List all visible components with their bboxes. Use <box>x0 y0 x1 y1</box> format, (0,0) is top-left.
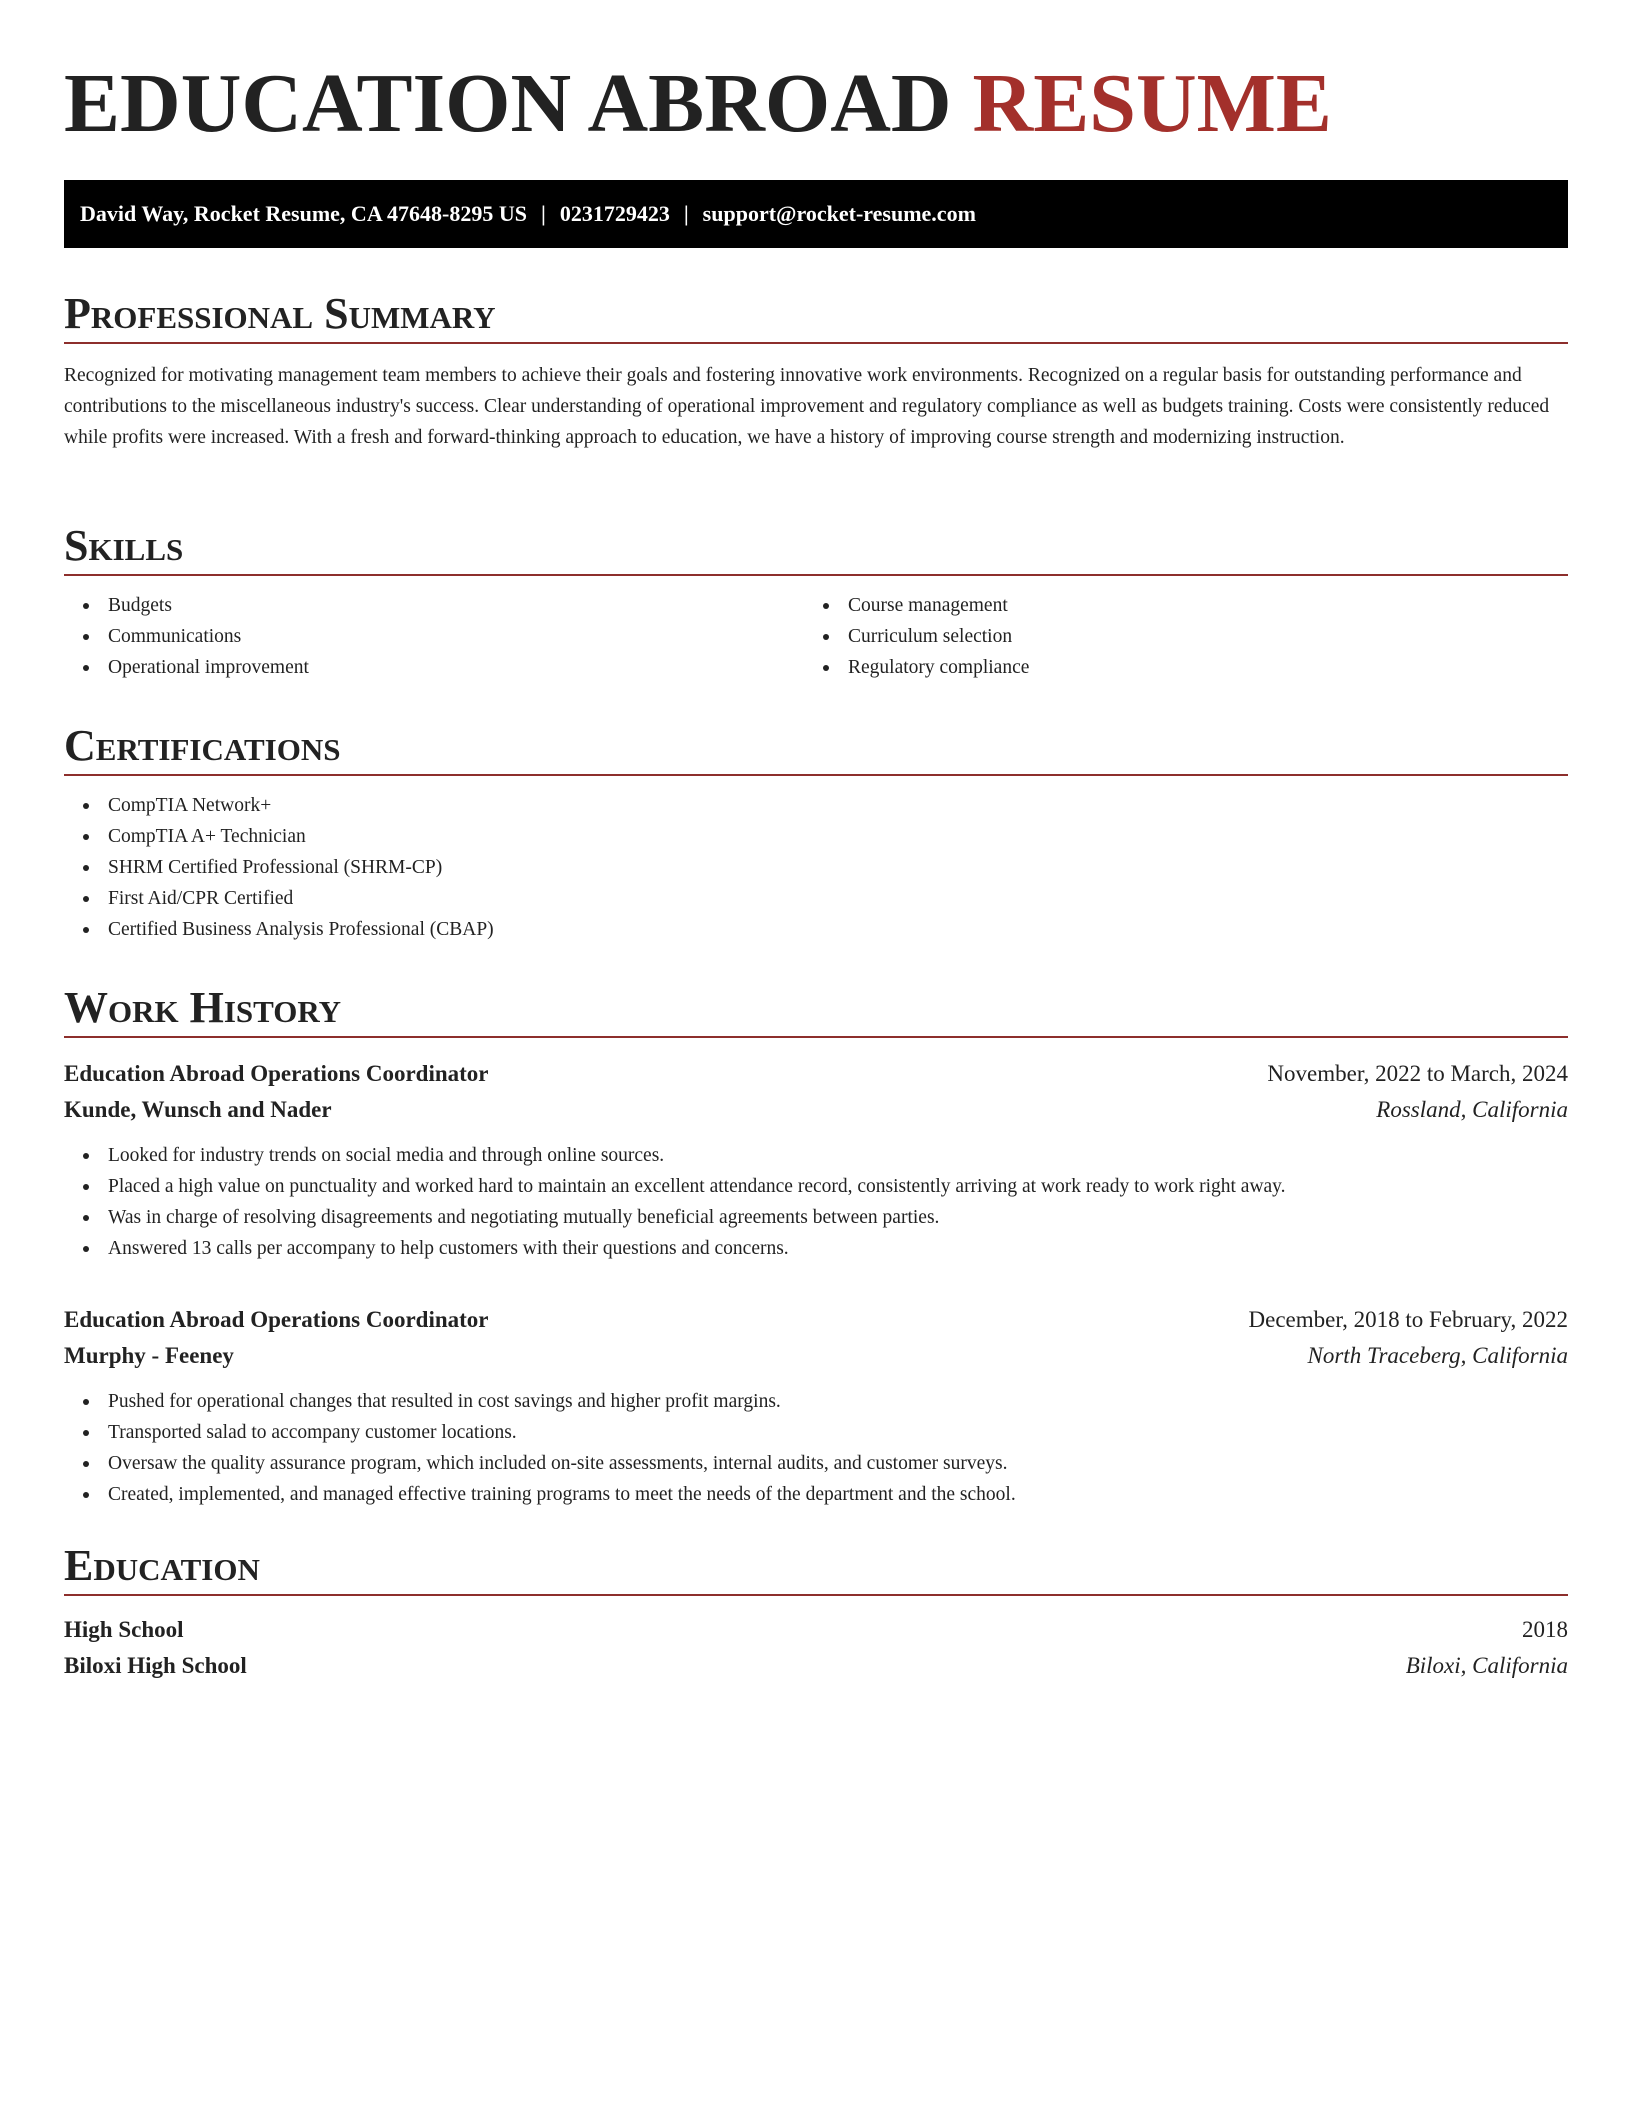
section-divider <box>64 1036 1568 1038</box>
summary-section <box>64 286 1568 453</box>
certifications-list <box>64 790 1568 945</box>
skill-item: Communications <box>64 621 804 652</box>
job-location: Rossland, California <box>1376 1097 1568 1122</box>
section-divider <box>64 574 1568 576</box>
title-accent: RESUME <box>972 57 1332 150</box>
job-duty-item: Answered 13 calls per accompany to help customers with their questions and concerns. <box>64 1233 1568 1264</box>
certification-item: CompTIA A+ Technician <box>64 821 1568 852</box>
education-degree: High School <box>64 1617 184 1642</box>
skills-grid <box>64 590 1568 683</box>
section-divider <box>64 774 1568 776</box>
education-location: Biloxi, California <box>1405 1653 1568 1678</box>
skill-item: Operational improvement <box>64 652 804 683</box>
work-history-section <box>64 980 1568 1510</box>
job-duties-list <box>64 1386 1568 1510</box>
education-heading: Education <box>64 1541 260 1590</box>
title-main: EDUCATION ABROAD <box>64 57 952 150</box>
skills-section <box>64 518 1568 683</box>
education-year: 2018 <box>1522 1617 1568 1642</box>
job-duty-item: Was in charge of resolving disagreements and negotiating mutually beneficial agreements between parties. <box>64 1202 1568 1233</box>
job-location: North Traceberg, California <box>1307 1343 1568 1368</box>
job-company-row <box>64 1092 1568 1128</box>
resume-title <box>64 0 1568 154</box>
certification-item: CompTIA Network+ <box>64 790 1568 821</box>
skill-item: Budgets <box>64 590 804 621</box>
contact-bar <box>64 180 1568 248</box>
contact-email[interactable]: support@rocket-resume.com <box>702 201 976 226</box>
education-degree-row <box>64 1612 1568 1648</box>
job-entry <box>64 1056 1568 1264</box>
job-company: Murphy - Feeney <box>64 1343 234 1368</box>
education-section <box>64 1538 1568 1684</box>
certification-item: Certified Business Analysis Professional (CBAP) <box>64 914 1568 945</box>
skill-item: Course management <box>804 590 1544 621</box>
job-dates: December, 2018 to February, 2022 <box>1248 1307 1568 1332</box>
certification-item: First Aid/CPR Certified <box>64 883 1568 914</box>
job-duties-list <box>64 1140 1568 1264</box>
job-title: Education Abroad Operations Coordinator <box>64 1307 489 1332</box>
education-school-row <box>64 1648 1568 1684</box>
job-duty-item: Pushed for operational changes that resulted in cost savings and higher profit margins. <box>64 1386 1568 1417</box>
job-duty-item: Created, implemented, and managed effective training programs to meet the needs of the department and the school. <box>64 1479 1568 1510</box>
contact-separator: | <box>683 201 689 226</box>
education-entry <box>64 1612 1568 1684</box>
job-duty-item: Placed a high value on punctuality and worked hard to maintain an excellent attendance record, consistently arriving at work ready to work right away. <box>64 1171 1568 1202</box>
certifications-heading: Certifications <box>64 721 341 770</box>
skills-list-left <box>64 590 804 683</box>
contact-address: David Way, Rocket Resume, CA 47648-8295 US <box>80 201 527 226</box>
job-company-row <box>64 1338 1568 1374</box>
job-title: Education Abroad Operations Coordinator <box>64 1061 489 1086</box>
job-dates: November, 2022 to March, 2024 <box>1267 1061 1568 1086</box>
skills-heading: Skills <box>64 521 184 570</box>
section-divider <box>64 1594 1568 1596</box>
skill-item: Regulatory compliance <box>804 652 1544 683</box>
section-divider <box>64 342 1568 344</box>
contact-separator: | <box>540 201 546 226</box>
job-duty-item: Oversaw the quality assurance program, which included on-site assessments, internal audits, and customer surveys. <box>64 1448 1568 1479</box>
job-duty-item: Transported salad to accompany customer locations. <box>64 1417 1568 1448</box>
job-duty-item: Looked for industry trends on social media and through online sources. <box>64 1140 1568 1171</box>
education-school: Biloxi High School <box>64 1653 247 1678</box>
job-title-row <box>64 1056 1568 1092</box>
skills-list-right <box>804 590 1544 683</box>
job-title-row <box>64 1302 1568 1338</box>
contact-phone: 0231729423 <box>559 201 670 226</box>
work-history-heading: Work History <box>64 983 342 1032</box>
job-company: Kunde, Wunsch and Nader <box>64 1097 332 1122</box>
certification-item: SHRM Certified Professional (SHRM-CP) <box>64 852 1568 883</box>
certifications-section <box>64 718 1568 945</box>
summary-text: Recognized for motivating management team members to achieve their goals and fostering innovative work environments. Recognized on a regular basis for outstanding performance and contributions to the miscellaneous industry's success. Clear understanding of operational improvement and regulatory compliance as well as budgets training. Costs were consistently reduced while profits were increased. With a fresh and forward-thinking approach to education, we have a history of improving course strength and modernizing instruction. <box>64 365 1550 448</box>
summary-heading: Professional Summary <box>64 289 496 338</box>
job-entry <box>64 1302 1568 1510</box>
skill-item: Curriculum selection <box>804 621 1544 652</box>
